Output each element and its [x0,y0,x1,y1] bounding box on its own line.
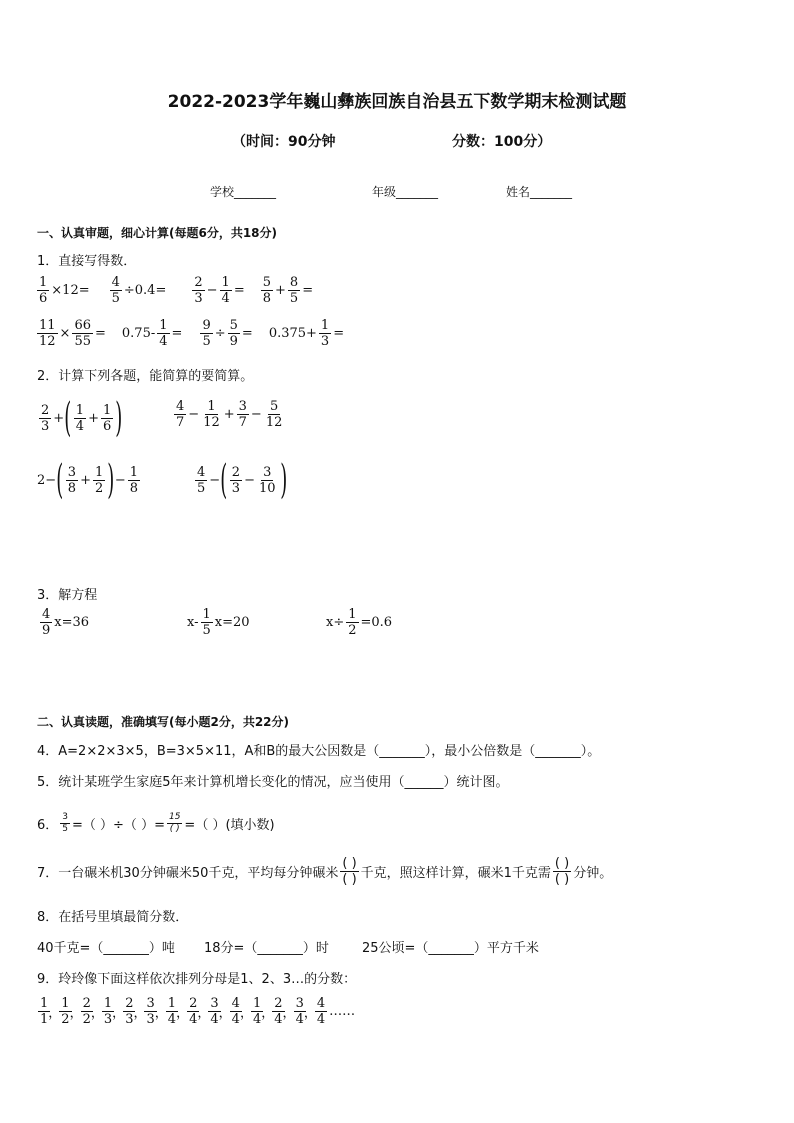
fraction: $\frac{4}{5}$ [111,275,120,306]
exam-score: 分数：100分） [452,134,552,150]
separator: ， [112,1006,126,1021]
fraction: $\frac{1}{6}$ [39,275,48,306]
separator: ， [239,1006,253,1021]
fraction: $\frac{1}{4}$ [221,275,230,306]
fraction: $\frac{2}{3}$ [231,464,241,496]
q9-fraction-sequence [36,997,355,1026]
q3-eq1: $\frac{4}{9}$ x=36 [42,607,90,638]
fraction: $\frac{2}{3}$ [194,275,203,306]
separator: ， [197,1006,211,1021]
fraction: $\frac{4}{4}$ [316,996,326,1027]
q2-expr2: $\frac{4}{7}$ − $\frac{1}{12}$ + $\frac{3}{7}$ − $\frac{5}{12}$ [176,399,283,430]
fraction: $\frac{4}{4}$ [231,996,240,1027]
page-title: 2022-2023学年巍山彝族回族自治县五下数学期末检测试题 [167,92,627,112]
fraction: $\frac{3}{4}$ [210,996,219,1027]
q9-label: 9．玲玲像下面这样依次排列分母是1、2、3…的分数： [37,972,357,987]
school-field: 学校_______ [210,185,277,199]
grade-field: 年级_______ [372,185,439,199]
fraction: $\frac{5}{9}$ [229,318,238,349]
fraction: $\frac{1}{2}$ [61,996,70,1027]
separator: ， [133,1006,147,1021]
fraction: $\frac{3}{5}$ [62,812,69,834]
q1-label: 1．直接写得数． [37,254,137,269]
separator: ， [261,1006,275,1021]
separator: ， [90,1006,104,1021]
fraction: $\frac{( )}{( )}$ [342,856,357,887]
fraction: $\frac{1}{3}$ [320,318,330,349]
q1-row2: $\frac{11}{12}$ × $\frac{66}{55}$ = 0.75- $\frac{1}{4}$ = $\frac{9}{5}$ ÷ $\frac{5}{9}$ = 0.375+ $\frac{1}{3}$ = [39,318,345,349]
fraction: $\frac{3}{8}$ [67,464,77,496]
q3-eq3: x÷ $\frac{1}{2}$ =0.6 [326,607,393,638]
fraction: $\frac{3}{4}$ [295,996,304,1027]
q2-expr1: $\frac{2}{3}$ + ( $\frac{1}{4}$ + $\frac{1}{6}$ ) [41,395,123,441]
section2-heading: 二、认真读题，准确填写(每小题2分，共22分) [37,715,290,729]
fraction: $\frac{2}{4}$ [189,996,198,1027]
fraction: $\frac{1}{2}$ [94,464,104,496]
name-field: 姓名_______ [506,185,573,199]
fraction: $\frac{1}{5}$ [202,607,211,638]
fraction: $\frac{5}{12}$ [265,399,283,430]
separator: ， [48,1006,62,1021]
q8-item-b: 18分=（_______）时 [204,941,329,956]
fraction: $\frac{1}{1}$ [40,996,49,1027]
fraction: $\frac{4}{5}$ [197,464,206,496]
fraction: $\frac{9}{5}$ [202,318,211,349]
q1-row1: $\frac{1}{6}$ ×12= $\frac{4}{5}$ ÷0.4= $\frac{2}{3}$ − $\frac{1}{4}$ = $\frac{5}{8}$ + $\frac{8}{5}$ = [39,275,314,306]
fraction: $\frac{4}{9}$ [42,607,51,638]
fraction: $\frac{1}{6}$ [102,402,112,434]
fraction: $\frac{3}{3}$ [146,996,155,1027]
ellipsis: …… [329,1004,356,1019]
fraction: $\frac{2}{3}$ [125,996,134,1027]
fraction: $\frac{66}{55}$ [74,318,91,349]
q2-label: 2．计算下列各题，能简算的要简算。 [37,369,254,384]
fraction: $\frac{5}{8}$ [262,275,272,306]
fraction: $\frac{3}{7}$ [238,399,247,430]
separator: ， [69,1006,83,1021]
fraction: $\frac{3}{10}$ [258,464,276,496]
fraction: $\frac{1}{3}$ [103,996,113,1027]
fraction: $\frac{1}{4}$ [75,402,85,434]
fraction: $\frac{1}{4}$ [159,318,168,349]
q2-expr4: $\frac{4}{5}$ − ( $\frac{2}{3}$ − $\frac{3}{10}$ ) [197,457,287,503]
fraction: $\frac{1}{12}$ [203,399,220,430]
separator: ， [303,1006,317,1021]
q5-text: 5．统计某班学生家庭5年来计算机增长变化的情况，应当使用（______）统计图。 [37,775,509,790]
exam-time: （时间：90分钟 [232,134,336,150]
separator: ， [154,1006,168,1021]
fraction: $\frac{( )}{( )}$ [554,856,570,887]
fraction: $\frac{2}{2}$ [82,996,91,1027]
q8-item-c: 25公顷=（_______）平方千米 [362,941,539,956]
separator: ， [176,1006,190,1021]
separator: ， [218,1006,232,1021]
q3-eq2: x- $\frac{1}{5}$ x=20 [187,607,250,638]
fraction: $\frac{15}{( )}$ [168,812,181,834]
q7-text: 7．一台碾米机30分钟碾米50千克，平均每分钟碾米 $\frac{( )}{( )}$ 千克，照这样计算，碾米1千克需 $\frac{( )}{( )}$ 分钟。 [37,856,613,887]
section1-heading: 一、认真审题，细心计算(每题6分，共18分) [37,226,278,240]
q2-expr3: 2− ( $\frac{3}{8}$ + $\frac{1}{2}$ ) − $\frac{1}{8}$ [37,457,139,503]
q6-text: 6． $\frac{3}{5}$ =（ ）÷（ ）= $\frac{15}{( )}$ =（ ）(填小数) [37,812,275,834]
separator: ， [282,1006,296,1021]
q3-label: 3．解方程 [37,588,98,603]
fraction: $\frac{1}{8}$ [129,464,139,496]
q8-item-a: 40千克=（_______）吨 [37,941,175,956]
q4-text: 4．A=2×2×3×5，B=3×5×11，A和B的最大公因数是（_______），最小公倍数是（_______）。 [37,744,601,759]
fraction: $\frac{2}{3}$ [41,402,50,434]
fraction: $\frac{4}{7}$ [176,399,185,430]
fraction: $\frac{1}{4}$ [252,996,262,1027]
fraction: $\frac{2}{4}$ [274,996,283,1027]
fraction: $\frac{11}{12}$ [39,318,56,349]
q8-label: 8．在括号里填最简分数． [37,910,189,925]
fraction: $\frac{1}{4}$ [167,996,177,1027]
fraction: $\frac{1}{2}$ [348,607,357,638]
fraction: $\frac{8}{5}$ [289,275,299,306]
